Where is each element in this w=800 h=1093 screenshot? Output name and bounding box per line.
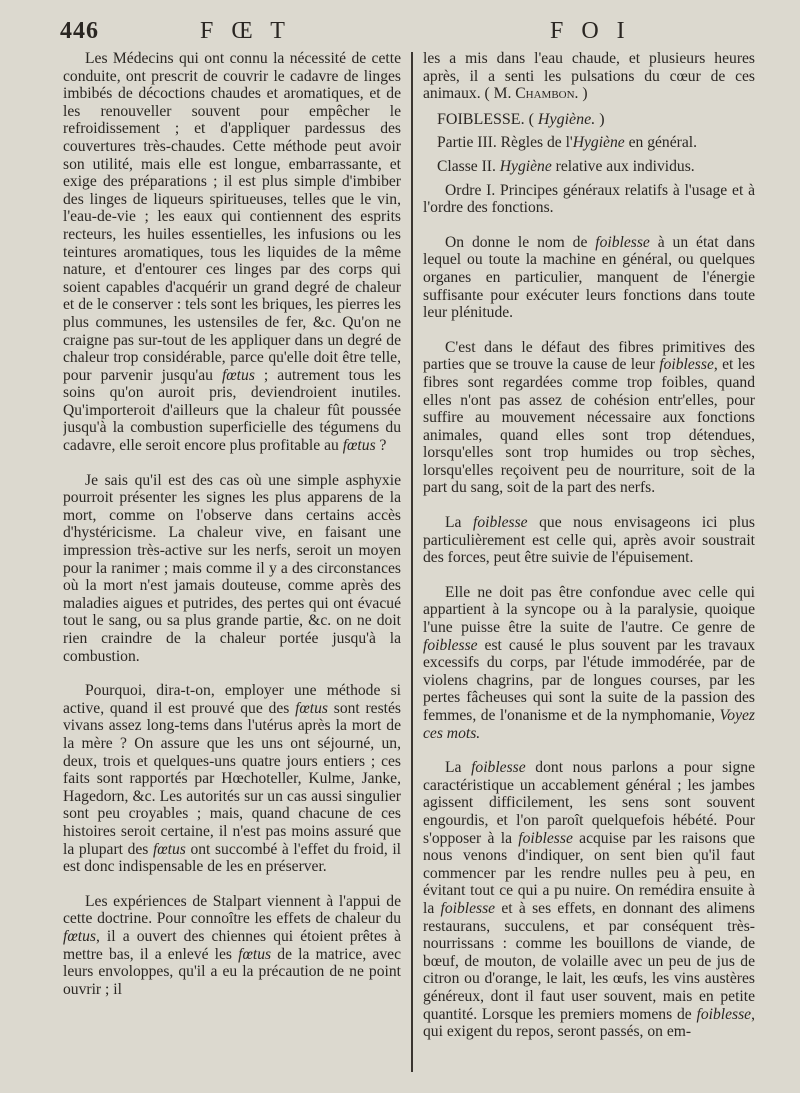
running-head-left: F Œ T (200, 18, 291, 44)
classification-line: Classe II. Hygiène relative aux individus. (437, 157, 695, 175)
paragraph: les a mis dans l'eau chaude, et plusieurs heures après, il a senti les pulsations du cœur de ces animaux. ( M. Chambon. ) (423, 50, 755, 103)
paragraph: La foiblesse dont nous parlons a pour signe caractéristique un accablement général ; les jambes agissent difficilement, les sens sont souvent engourdis, et l'on paroît quelquefois hébété. Pour s'opposer à la foiblesse acquise par les raisons que nous venons d'indiquer, on sent bien qu'il faut commencer par les rendre nulles peu à peu, en évitant tout ce qui a pu nuire. On remédira ensuite à la foiblesse et à ses effets, en donnant des alimens restaurans, succulens, et par conséquent très-nourrissans : comme les bouillons de viande, de bœuf, de mouton, de volaille avec un peu de jus de citron ou d'orange, le lait, les œufs, les vins austères généreux, dont il faut user souvent, mais en petite quantité. Lorsque les premiers momens de foiblesse, qui exigent du repos, seront passés, on em- (423, 759, 755, 1041)
classification-line: Partie III. Règles de l'Hygiène en général. (437, 134, 697, 152)
paragraph: Les expériences de Stalpart viennent à l'appui de cette doctrine. Pour connoître les effets de chaleur du fœtus, il a ouvert des chiennes qui étoient prêtes à mettre bas, il a enlevé les fœtus de la matrice, avec leurs envoloppes, qu'il a eu la précaution de ne point ouvrir ; il (63, 892, 401, 998)
paragraph: C'est dans le défaut des fibres primitives des parties que se trouve la cause de leur foiblesse, et les fibres sont regardées comme trop foibles, quand elles n'ont pas assez de cohésion entr'elles, pour suffire au mouvement nécessaire aux fonctions animales, quand elles sont trop détendues, lorsqu'elles sont trop humides ou trop sèches, lorsqu'elles reçoivent peu de nourriture, soit de la part du sang, soit de la part des nerfs. (423, 338, 755, 497)
paragraph: La foiblesse que nous envisageons ici plus particulièrement est celle qui, après avoir soustrait des forces, peut être suivie de l'épuisement. (423, 514, 755, 567)
running-head (60, 18, 768, 50)
running-head-right: F O I (550, 18, 631, 44)
left-column (63, 50, 401, 1063)
paragraph: Elle ne doit pas être confondue avec celle qui appartient à la syncope ou à la paralysie, quoique l'une puisse être la suite de l'autre. Ce genre de foiblesse est causé le plus souvent par les travaux excessifs du corps, par l'étude immodérée, par de violens chagrins, par de longues courses, par les pertes fâcheuses qui sont la suite de la passion des femmes, de l'onanisme et de la nymphomanie, Voyez ces mots. (423, 583, 755, 742)
paragraph: Je sais qu'il est des cas où une simple asphyxie pourroit présenter les signes les plus apparens de la mort, comme on l'observe dans certains accès d'hystéricisme. La chaleur vive, en faisant une impression très-active sur les nerfs, seroit un moyen pour la ranimer ; mais comme il y a des circonstances où la mort n'est jamais douteuse, comme après des maladies aigues et putrides, des pertes qui ont évacué tout le sang, ou sa plus grande partie, &c. on ne doit rien craindre de la chaleur portée jusqu'à la combustion. (63, 471, 401, 665)
paragraph: Les Médecins qui ont connu la nécessité de cette conduite, ont prescrit de couvrir le cadavre de linges imbibés de décoctions chaudes et aromatiques, et de les renouveller souvent pour empêcher le refroidissement ; et d'appliquer pardessus des couvertures très-chaudes. Cette méthode peut avoir son utilité, mais elle est longue, embarrassante, et exige des préparations ; il est plus simple d'imbiber des linges de liqueurs spiritueuses, telles que le vin, l'eau-de-vie ; les eaux qui contiennent des esprits recteurs, les huiles essentielles, les infusions ou les teintures aromatiques, tous les liquides de la même nature, et d'entourer ces linges par des corps qui soient capables d'acquérir un grand degré de chaleur et de le conserver : tels sont les briques, les pierres les plus communes, les ustensiles de fer, &c. Qu'on ne craigne pas sur-tout de les appliquer dans un degré de chaleur trop considérable, parce qu'elle doit être telle, pour parvenir jusqu'au fœtus ; autrement tous les soins qu'on auroit pris, deviendroient inutiles. Qu'importeroit d'ailleurs que la chaleur fût poussée jusqu'à la combustion superficielle des tégumens du cadavre, elle seroit encore plus profitable au fœtus ? (63, 50, 401, 455)
column-divider (411, 52, 413, 1072)
right-column (423, 50, 755, 1063)
paragraph: Pourquoi, dira-t-on, employer une méthode si active, quand il est prouvé que des fœtus sont restés vivans assez long-tems dans l'utérus après la mort de la mère ? On assure que les uns ont séjourné, un, deux, trois et quelques-uns quatre jours entiers ; ces faits sont rapportés par Hœchoteller, Kulme, Janke, Hagedorn, &c. Les autorités sur un cas aussi singulier sont peu croyables ; mais, quand chacune de ces histoires seroit certaine, il n'est pas moins assuré que la plupart des fœtus ont succombé à l'effet du froid, il est donc indispensable de les en préserver. (63, 682, 401, 876)
article-heading: FOIBLESSE. ( Hygiène. ) (437, 110, 605, 128)
classification-line: Ordre I. Principes généraux relatifs à l'usage et à l'ordre des fonctions. (423, 181, 755, 217)
paragraph: On donne le nom de foiblesse à un état dans lequel ou toute la machine en général, ou quelques organes en particulier, manquent de l'énergie suffisante pour exécuter leurs fonctions dans toute leur plénitude. (423, 233, 755, 322)
page-number: 446 (60, 18, 99, 44)
